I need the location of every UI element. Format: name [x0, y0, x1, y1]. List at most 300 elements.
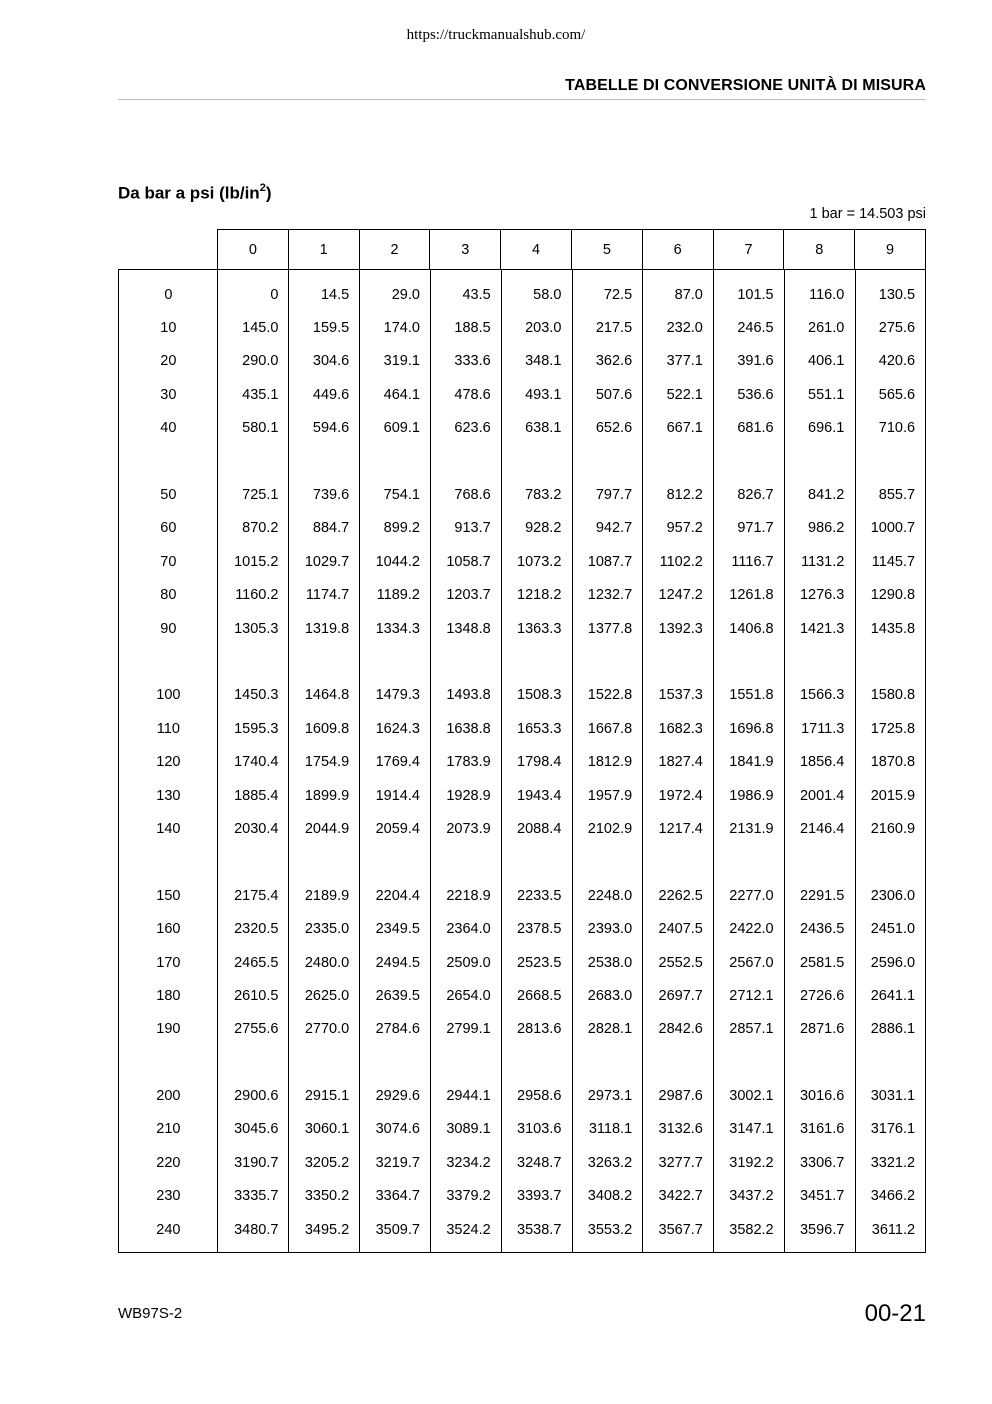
table-cell: 2059.4	[375, 820, 420, 837]
table-cell: 2364.0	[446, 921, 491, 938]
table-row	[119, 579, 925, 612]
table-cell: 304.6	[312, 353, 350, 370]
row-label: 70	[160, 553, 177, 570]
table-cell: 2480.0	[304, 954, 350, 971]
table-cell: 275.6	[878, 320, 916, 337]
row-label: 200	[156, 1088, 181, 1105]
table-cell: 203.0	[525, 320, 562, 337]
table-cell: 2639.5	[375, 987, 420, 1004]
table-cell: 3045.6	[234, 1121, 279, 1138]
table-cell: 2233.5	[517, 887, 562, 904]
table-cell: 3118.1	[588, 1121, 633, 1138]
table-cell: 3567.7	[658, 1221, 703, 1238]
table-cell: 2799.1	[446, 1021, 491, 1038]
table-cell: 1711.3	[801, 720, 845, 737]
table-cell: 2030.4	[234, 820, 279, 837]
table-cell: 942.7	[595, 520, 633, 537]
table-row	[119, 1180, 925, 1213]
table-cell: 1885.4	[234, 787, 279, 804]
column-headers	[217, 229, 926, 269]
table-cell: 2291.5	[799, 887, 845, 904]
table-row	[119, 1079, 925, 1112]
row-label: 90	[160, 620, 177, 637]
table-cell: 2422.0	[729, 921, 774, 938]
row-label: 120	[156, 754, 181, 771]
table-cell: 1638.8	[446, 720, 491, 737]
table-cell: 2248.0	[587, 887, 633, 904]
table-cell: 3016.6	[799, 1088, 845, 1105]
table-cell: 696.1	[808, 420, 845, 437]
column-header: 7	[713, 230, 784, 269]
table-cell: 2641.1	[870, 987, 916, 1004]
table-cell: 754.1	[383, 487, 420, 504]
table-cell: 2929.6	[375, 1088, 420, 1105]
table-cell: 1551.8	[729, 687, 774, 704]
table-cell: 130.5	[878, 286, 916, 303]
column-header: 8	[783, 230, 854, 269]
table-cell: 2784.6	[375, 1021, 420, 1038]
column-header: 0	[248, 241, 257, 258]
row-label: 80	[160, 587, 177, 604]
table-cell: 3306.7	[799, 1154, 845, 1171]
table-cell: 928.2	[525, 520, 562, 537]
table-cell: 420.6	[878, 353, 916, 370]
table-cell: 435.1	[242, 386, 279, 403]
table-cell: 2973.1	[587, 1088, 633, 1105]
column-header: 1	[288, 230, 359, 269]
table-cell: 2189.9	[304, 887, 350, 904]
table-cell: 2044.9	[304, 820, 350, 837]
table-cell: 1218.2	[517, 587, 562, 604]
table-cell: 1189.2	[376, 587, 420, 604]
table-cell: 1783.9	[446, 754, 491, 771]
table-cell: 1305.3	[234, 620, 279, 637]
row-label: 210	[156, 1121, 181, 1138]
row-label: 140	[156, 820, 181, 837]
table-cell: 1595.3	[234, 720, 279, 737]
table-cell: 159.5	[312, 320, 350, 337]
table-cell: 1580.8	[870, 687, 916, 704]
table-cell: 623.6	[454, 420, 491, 437]
table-title-superscript: 2	[259, 182, 266, 194]
group-spacer	[119, 645, 925, 678]
table-cell: 2712.1	[729, 987, 774, 1004]
table-cell: 884.7	[312, 520, 350, 537]
row-label: 0	[164, 286, 173, 303]
table-row	[119, 712, 925, 745]
table-cell: 507.6	[595, 386, 633, 403]
table-title-end: )	[265, 183, 272, 203]
table-cell: 1870.8	[870, 754, 916, 771]
column-header: 2	[359, 230, 430, 269]
row-label: 160	[156, 921, 181, 938]
table-cell: 2015.9	[870, 787, 916, 804]
table-cell: 2349.5	[375, 921, 420, 938]
table-cell: 2393.0	[587, 921, 633, 938]
table-cell: 1232.7	[587, 587, 633, 604]
table-body	[118, 269, 926, 1253]
table-row	[119, 812, 925, 845]
table-cell: 1827.4	[658, 754, 703, 771]
table-cell: 1914.4	[375, 787, 420, 804]
table-cell: 188.5	[454, 320, 491, 337]
table-row	[119, 612, 925, 645]
table-cell: 3553.2	[587, 1221, 633, 1238]
table-cell: 2552.5	[658, 954, 703, 971]
table-cell: 2218.9	[446, 887, 491, 904]
table-cell: 725.1	[242, 487, 279, 504]
table-row	[119, 912, 925, 945]
table-cell: 2857.1	[729, 1021, 774, 1038]
table-row	[119, 311, 925, 344]
table-cell: 3234.2	[446, 1154, 491, 1171]
table-row	[119, 1113, 925, 1146]
table-cell: 1769.4	[375, 754, 420, 771]
table-cell: 0	[270, 286, 279, 303]
table-cell: 899.2	[383, 520, 420, 537]
table-cell: 2102.9	[587, 820, 633, 837]
table-cell: 2625.0	[304, 987, 350, 1004]
table-cell: 2509.0	[446, 954, 491, 971]
table-cell: 1392.3	[658, 620, 703, 637]
table-cell: 246.5	[737, 320, 774, 337]
header-corner	[118, 229, 217, 269]
table-cell: 101.5	[737, 286, 774, 303]
table-cell: 1363.3	[517, 620, 562, 637]
table-cell: 3205.2	[304, 1154, 350, 1171]
table-cell: 2828.1	[587, 1021, 633, 1038]
table-cell: 2958.6	[517, 1088, 562, 1105]
table-cell: 1450.3	[234, 687, 279, 704]
table-cell: 1319.8	[304, 620, 350, 637]
table-cell: 3002.1	[729, 1088, 774, 1105]
page-header-title: TABELLE DI CONVERSIONE UNITÀ DI MISURA	[565, 77, 926, 94]
table-cell: 1290.8	[870, 587, 916, 604]
row-label: 50	[160, 487, 177, 504]
table-cell: 1247.2	[658, 587, 703, 604]
table-cell: 681.6	[737, 420, 774, 437]
table-cell: 1856.4	[799, 754, 845, 771]
table-cell: 2770.0	[304, 1021, 350, 1038]
table-row	[119, 545, 925, 578]
table-cell: 3379.2	[446, 1188, 491, 1205]
table-cell: 58.0	[533, 286, 562, 303]
table-cell: 3263.2	[587, 1154, 633, 1171]
table-cell: 1696.8	[729, 720, 774, 737]
table-cell: 2277.0	[729, 887, 774, 904]
table-cell: 43.5	[462, 286, 491, 303]
table-cell: 1943.4	[517, 787, 562, 804]
row-label: 230	[156, 1188, 181, 1205]
table-cell: 1073.2	[517, 553, 562, 570]
table-cell: 3060.1	[304, 1121, 350, 1138]
table-cell: 3582.2	[729, 1221, 774, 1238]
table-cell: 2755.6	[234, 1021, 279, 1038]
table-cell: 710.6	[878, 420, 916, 437]
table-cell: 1421.3	[799, 620, 845, 637]
table-title	[118, 183, 272, 204]
table-cell: 2320.5	[234, 921, 279, 938]
table-cell: 2842.6	[658, 1021, 703, 1038]
table-cell: 3495.2	[304, 1221, 350, 1238]
table-cell: 826.7	[737, 487, 774, 504]
footer-model: WB97S-2	[118, 1305, 183, 1322]
group-spacer	[119, 1046, 925, 1079]
table-cell: 2465.5	[234, 954, 279, 971]
table-cell: 3147.1	[729, 1121, 774, 1138]
column-header: 4	[500, 230, 571, 269]
table-row	[119, 378, 925, 411]
table-cell: 522.1	[666, 386, 703, 403]
table-cell: 2335.0	[304, 921, 350, 938]
table-row	[119, 478, 925, 511]
table-cell: 768.6	[454, 487, 491, 504]
row-label: 40	[160, 420, 177, 437]
table-cell: 3393.7	[517, 1188, 562, 1205]
table-cell: 3451.7	[799, 1188, 845, 1205]
table-cell: 3509.7	[375, 1221, 420, 1238]
column-header: 6	[642, 230, 713, 269]
table-cell: 957.2	[666, 520, 703, 537]
table-cell: 3190.7	[234, 1154, 279, 1171]
table-cell: 1957.9	[587, 787, 633, 804]
table-cell: 551.1	[808, 386, 845, 403]
table-cell: 1812.9	[587, 754, 633, 771]
table-cell: 1725.8	[870, 720, 916, 737]
table-cell: 72.5	[603, 286, 633, 303]
conversion-factor-note: 1 bar = 14.503 psi	[809, 206, 926, 222]
table-cell: 565.6	[878, 386, 916, 403]
table-cell: 1000.7	[870, 520, 916, 537]
table-cell: 145.0	[242, 320, 279, 337]
table-cell: 812.2	[666, 487, 703, 504]
table-cell: 1566.3	[799, 687, 845, 704]
table-cell: 594.6	[312, 420, 350, 437]
table-cell: 1160.2	[235, 587, 279, 604]
table-cell: 3103.6	[517, 1121, 562, 1138]
table-cell: 652.6	[595, 420, 633, 437]
table-cell: 1015.2	[234, 553, 279, 570]
table-cell: 2523.5	[517, 954, 562, 971]
table-cell: 3350.2	[304, 1188, 350, 1205]
row-label: 220	[156, 1154, 181, 1171]
table-row	[119, 1213, 925, 1246]
table-cell: 2987.6	[658, 1088, 703, 1105]
table-cell: 449.6	[312, 386, 350, 403]
table-cell: 1087.7	[587, 553, 633, 570]
table-cell: 1537.3	[658, 687, 703, 704]
table-cell: 1754.9	[304, 754, 350, 771]
table-cell: 3074.6	[375, 1121, 420, 1138]
table-cell: 1131.2	[801, 553, 845, 570]
table-cell: 2610.5	[234, 987, 279, 1004]
table-row	[119, 1013, 925, 1046]
table-cell: 1667.8	[587, 720, 633, 737]
table-cell: 261.0	[808, 320, 845, 337]
table-header-row	[118, 229, 926, 269]
table-cell: 3219.7	[375, 1154, 420, 1171]
table-cell: 1058.7	[446, 553, 491, 570]
table-cell: 290.0	[242, 353, 279, 370]
table-cell: 1203.7	[446, 587, 491, 604]
row-label: 240	[156, 1221, 181, 1238]
table-cell: 3248.7	[517, 1154, 562, 1171]
table-cell: 319.1	[383, 353, 420, 370]
table-cell: 1217.4	[658, 820, 703, 837]
table-row	[119, 679, 925, 712]
table-cell: 3422.7	[658, 1188, 703, 1205]
table-cell: 667.1	[666, 420, 703, 437]
table-cell: 2697.7	[658, 987, 703, 1004]
table-cell: 1508.3	[517, 687, 562, 704]
table-cell: 1377.8	[587, 620, 633, 637]
table-cell: 2175.4	[234, 887, 279, 904]
row-label: 30	[160, 386, 177, 403]
table-cell: 362.6	[595, 353, 633, 370]
table-cell: 1479.3	[375, 687, 420, 704]
table-cell: 493.1	[525, 386, 562, 403]
row-label: 190	[156, 1021, 181, 1038]
table-cell: 1740.4	[234, 754, 279, 771]
table-row	[119, 345, 925, 378]
table-cell: 2886.1	[870, 1021, 916, 1038]
table-cell: 3538.7	[517, 1221, 562, 1238]
group-spacer	[119, 846, 925, 879]
table-cell: 1276.3	[799, 587, 845, 604]
table-cell: 1464.8	[304, 687, 350, 704]
table-row	[119, 979, 925, 1012]
table-cell: 841.2	[808, 487, 845, 504]
group-spacer	[119, 445, 925, 478]
table-cell: 638.1	[525, 420, 562, 437]
table-cell: 2204.4	[375, 887, 420, 904]
header-divider	[118, 99, 926, 100]
table-cell: 1493.8	[446, 687, 491, 704]
table-cell: 3176.1	[870, 1121, 916, 1138]
table-row	[119, 779, 925, 812]
table-cell: 3089.1	[446, 1121, 491, 1138]
table-cell: 3466.2	[870, 1188, 916, 1205]
table-cell: 1522.8	[587, 687, 633, 704]
table-cell: 174.0	[383, 320, 420, 337]
column-header: 9	[854, 230, 925, 269]
table-cell: 2813.6	[517, 1021, 562, 1038]
table-cell: 2915.1	[304, 1088, 350, 1105]
table-row	[119, 412, 925, 445]
table-cell: 913.7	[454, 520, 491, 537]
table-cell: 3161.6	[799, 1121, 845, 1138]
table-cell: 3321.2	[870, 1154, 916, 1171]
row-label: 10	[160, 320, 177, 337]
row-label: 180	[156, 987, 181, 1004]
table-cell: 2073.9	[446, 820, 491, 837]
table-cell: 232.0	[666, 320, 703, 337]
table-cell: 2378.5	[517, 921, 562, 938]
table-row	[119, 278, 925, 311]
table-cell: 3335.7	[234, 1188, 279, 1205]
table-cell: 1145.7	[871, 553, 916, 570]
table-cell: 2654.0	[446, 987, 491, 1004]
table-cell: 3277.7	[658, 1154, 703, 1171]
table-row	[119, 512, 925, 545]
table-cell: 536.6	[737, 386, 774, 403]
column-header: 3	[429, 230, 500, 269]
source-url[interactable]: https://truckmanualshub.com/	[406, 27, 586, 43]
table-cell: 2944.1	[446, 1088, 491, 1105]
table-cell: 2160.9	[870, 820, 916, 837]
table-cell: 1682.3	[658, 720, 703, 737]
table-cell: 2407.5	[658, 921, 703, 938]
table-cell: 1653.3	[517, 720, 562, 737]
conversion-table	[118, 229, 926, 1253]
table-cell: 2726.6	[799, 987, 845, 1004]
table-cell: 2538.0	[587, 954, 633, 971]
table-cell: 3524.2	[446, 1221, 491, 1238]
table-cell: 2596.0	[870, 954, 916, 971]
table-cell: 1116.7	[731, 553, 774, 570]
table-cell: 3031.1	[870, 1088, 916, 1105]
table-cell: 3596.7	[799, 1221, 845, 1238]
table-cell: 2088.4	[517, 820, 562, 837]
table-cell: 1261.8	[729, 587, 774, 604]
table-cell: 797.7	[595, 487, 633, 504]
table-cell: 2001.4	[799, 787, 845, 804]
footer-page-number: 00-21	[864, 1300, 926, 1327]
table-row	[119, 745, 925, 778]
table-cell: 2131.9	[729, 820, 774, 837]
table-cell: 580.1	[242, 420, 279, 437]
table-cell: 609.1	[383, 420, 420, 437]
table-cell: 1044.2	[375, 553, 420, 570]
table-cell: 870.2	[242, 520, 279, 537]
table-cell: 348.1	[525, 353, 562, 370]
table-row	[119, 879, 925, 912]
table-cell: 2567.0	[729, 954, 774, 971]
row-label: 170	[156, 954, 181, 971]
table-cell: 406.1	[808, 353, 845, 370]
table-cell: 1899.9	[304, 787, 350, 804]
table-cell: 3611.2	[871, 1221, 916, 1238]
table-cell: 3132.6	[658, 1121, 703, 1138]
table-cell: 464.1	[383, 386, 420, 403]
table-title-main: Da bar a psi (lb/in	[118, 183, 260, 203]
table-cell: 1334.3	[375, 620, 420, 637]
table-cell: 2262.5	[658, 887, 703, 904]
table-cell: 1348.8	[446, 620, 491, 637]
table-cell: 1798.4	[517, 754, 562, 771]
table-cell: 3364.7	[375, 1188, 420, 1205]
table-cell: 1102.2	[659, 553, 703, 570]
table-cell: 1624.3	[375, 720, 420, 737]
table-cell: 217.5	[595, 320, 633, 337]
table-cell: 1435.8	[870, 620, 916, 637]
table-cell: 2146.4	[799, 820, 845, 837]
table-cell: 2668.5	[517, 987, 562, 1004]
table-cell: 2451.0	[870, 921, 916, 938]
row-label: 20	[160, 353, 177, 370]
table-cell: 87.0	[674, 286, 703, 303]
table-cell: 391.6	[737, 353, 774, 370]
table-cell: 1609.8	[304, 720, 350, 737]
table-cell: 1928.9	[446, 787, 491, 804]
table-cell: 2436.5	[799, 921, 845, 938]
table-cell: 3437.2	[729, 1188, 774, 1205]
table-cell: 478.6	[454, 386, 491, 403]
table-cell: 986.2	[808, 520, 845, 537]
row-label: 100	[156, 687, 181, 704]
table-cell: 3408.2	[587, 1188, 633, 1205]
table-cell: 2683.0	[587, 987, 633, 1004]
